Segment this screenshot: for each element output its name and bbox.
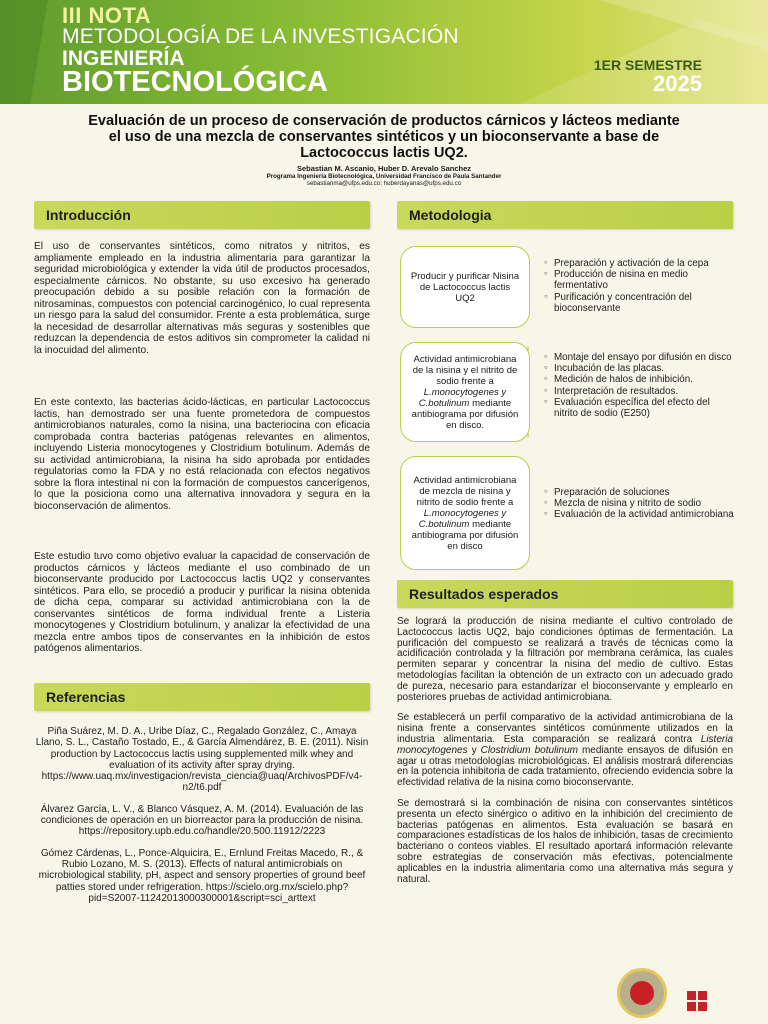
university-logo-icon <box>686 990 708 1012</box>
nota-label: III NOTA <box>62 3 152 28</box>
method-step-3-box <box>400 456 530 570</box>
results-p2-a: Se establecerá un perfil comparativo de la actividad antimicrobiana de la nisina frente a conservantes sintéticos comúnmente utilizados en la industria alimentaria. Esta comparación se realizará contra <box>397 712 733 745</box>
affiliation: Programa Ingeniería Biotecnológica, Universidad Francisco de Paula Santander <box>266 173 502 180</box>
method-heading: Metodologia <box>409 207 492 223</box>
results-p2-c: y <box>471 744 477 756</box>
method-3-item: ○ Evaluación de la actividad antimicrobiana <box>554 509 734 520</box>
method-2-text-c: mediante antibiograma por difusión en disco. <box>411 397 519 431</box>
method-2-item: ○ Incubación de las placas. <box>554 363 734 374</box>
poster-title <box>40 113 728 161</box>
results-paragraph-3: Se demostrará si la combinación de nisina con conservantes sintéticos presenta un efecto sinérgico o aditivo en la inhibición del crecimiento de bacterias patógenas en alimentos. Esta evaluación se basará en comparaciones estadísticas de los halos de inhibición, tasas de crecimiento bacteriano o conteos viables. El resultado aportará información relevante sobre estrategias de conservación más efectivas, potencialmente aplicables en la industria alimentaria como una alternativa más segura y natural. <box>397 797 733 885</box>
intro-heading: Introducción <box>46 207 131 223</box>
results-paragraph-2 <box>397 713 733 789</box>
results-p2-e: mediante ensayos de difusión en agar u otras metodologías microbiológicas. El análisis mostrará diferencias en la potencia inhibitoria de cada tratamiento, ofreciendo evidencia sobre la efectividad relativa de la nisina como bioconservante. <box>397 744 734 789</box>
results-p2-d: Clostridium botulinum <box>480 744 578 756</box>
course-name: METODOLOGÍA DE LA INVESTIGACIÓN <box>62 25 459 48</box>
method-step-1-box <box>400 246 530 328</box>
refs-heading-bar <box>34 683 370 711</box>
results-p2-b: Listeria monocytogenes <box>397 733 734 756</box>
method-1-item: ○ Producción de nisina en medio fermentativo <box>554 269 734 291</box>
intro-paragraph-3: Este estudio tuvo como objetivo evaluar la capacidad de conservación de productos cárnicos y lácteos mediante el uso combinado de un bioconservante producido por Lactococcus lactis UQ2 y conservantes sintéticos. Para ello, se procedió a producir y purificar la nisina obtenida de dicha cepa, comparar su actividad antimicrobiana con la de conservantes sintéticos de forma individual frente a Listeria monocytogenes y Clostridium botulinum, y analizar la efectividad de una mezcla entre ambos tipos de conservantes en la inhibición de estos patógenos alimentarios. <box>34 551 370 654</box>
method-step-3-text <box>401 475 529 552</box>
method-2-item: ○ Montaje del ensayo por difusión en disco <box>554 352 734 363</box>
method-step-2-box <box>400 342 530 442</box>
method-3-text-c: mediante antibiograma por difusión en disco <box>411 518 519 552</box>
intro-heading-bar <box>34 201 370 229</box>
title-line-1: Evaluación de un proceso de conservación de productos cárnicos y lácteos mediante <box>88 113 680 129</box>
method-step-2-list <box>544 352 734 419</box>
authors: Sebastian M. Ascanio, Huber D. Arevalo Sanchez <box>296 164 472 173</box>
reference-2: Álvarez García, L. V., & Blanco Vásquez, A. M. (2014). Evaluación de las condiciones de operación en un biorreactor para la producción de nisina. https://repository.upb.edu.co/handle/20.500.11912/2223 <box>40 803 364 838</box>
method-3-text-b: L.monocytogenes y C.botulinum <box>418 507 507 530</box>
method-step-2-text <box>401 354 529 431</box>
reference-3: Gómez Cárdenas, L., Ponce-Alquicira, E., Ernlund Freitas Macedo, R., & Rubio Lozano, M. S. (2013). Effects of natural antimicrobials on microbiological stability, pH, aspect and sensory properties of ground beef patties stored under refrigeration. https://scielo.org.mx/scielo.php?pid=S2007-11242013000300001&script=sci_arttext <box>38 847 366 904</box>
references-list <box>34 726 370 914</box>
method-2-item: ○ Medición de halos de inhibición. <box>554 374 734 385</box>
method-1-item: ○ Purificación y concentración del bioconservante <box>554 292 734 314</box>
method-3-item: ○ Preparación de soluciones <box>554 487 734 498</box>
year-label: 2025 <box>653 71 702 96</box>
results-heading: Resultados esperados <box>409 586 559 602</box>
title-line-3: Lactococcus lactis UQ2. <box>300 145 468 161</box>
results-heading-bar <box>397 580 733 608</box>
refs-heading: Referencias <box>46 689 126 705</box>
program-name-1: INGENIERÍA <box>62 47 185 70</box>
reference-1: Piña Suárez, M. D. A., Uribe Díaz, C., Regalado González, C., Amaya Llano, S. L., Castaño Tostado, E., & García Almendárez, B. E. (2011). Nisin production by Lactococcus lactis using supplemented milk whey and evaluation of its activity after spray drying. https://www.uaq.mx/investigacion/revista_ciencia@uaq/ArchivosPDF/v4-n2/t6.pdf <box>35 726 369 794</box>
semester-label: 1ER SEMESTRE <box>593 57 702 73</box>
poster-header <box>0 0 768 104</box>
method-3-item: ○ Mezcla de nisina y nitrito de sodio <box>554 498 734 509</box>
method-heading-bar <box>397 201 733 229</box>
intro-paragraph-2: En este contexto, las bacterias ácido-lácticas, en particular Lactococcus lactis, han demostrado ser una fuente prometedora de compuestos antimicrobianos naturales, como la nisina, una bacteriocina con eficacia comprobada contra bacterias patógenas relevantes en alimentos, incluyendo Listeria monocytogenes y Clostridium botulinum. Además de su actividad antimicrobiana, la nisina ha sido aprobada por entidades regulatorias como la FDA y no está relacionada con efectos negativos sobre la flora intestinal ni con la formación de compuestos cancerígenos, lo que la posiciona como una alternativa innovadora y segura en la bioconservación de alimentos. <box>34 397 370 512</box>
method-step-1-list <box>544 258 734 314</box>
results-paragraph-1: Se logrará la producción de nisina mediante el cultivo controlado de Lactococcus lactis UQ2, bajo condiciones óptimas de fermentación. La purificación del compuesto se realizará a través de técnicas como la acidificación controlada y la filtración por membrana cerámica, las cuales permiten separar y concentrar la nisina del medio de cultivo. Estas metodologías facilitan la obtención de un extracto con un adecuado grado de pureza, necesario para estandarizar el bioconservante y emplearlo en posteriores pruebas de actividad antimicrobiana. <box>397 616 733 703</box>
method-1-item: ○ Preparación y activación de la cepa <box>554 258 734 269</box>
method-step-1-text: Producir y purificar Nisina de Lactococcus lactis UQ2 <box>410 270 520 304</box>
results-text <box>397 617 733 895</box>
method-2-item: ○ Interpretación de resultados. <box>554 386 734 397</box>
program-name-2: BIOTECNOLÓGICA <box>62 66 328 98</box>
method-2-text-b: L.monocytogenes y C.botulinum <box>418 386 507 409</box>
method-2-item: ○ Evaluación específica del efecto del nitrito de sodio (E250) <box>554 397 734 419</box>
method-2-text-a: Actividad antimicrobiana de la nisina y el nitrito de sodio frente a <box>412 353 518 387</box>
title-line-2: el uso de una mezcla de conservantes sintéticos y un bioconservante a base de <box>108 129 660 145</box>
method-3-text-a: Actividad antimicrobiana de mezcla de nisina y nitrito de sodio frente a <box>413 474 517 508</box>
accreditation-seal <box>617 968 667 1018</box>
author-emails: sebastianma@ufps.edu.co; huberdayanas@ufps.edu.co <box>306 180 462 187</box>
seal-center <box>630 981 654 1005</box>
intro-paragraph-1: El uso de conservantes sintéticos, como nitratos y nitritos, es ampliamente empleado en la industria alimentaria para garantizar la seguridad microbiológica y extender la vida útil de productos procesados, especialmente cárnicos. No obstante, su uso excesivo ha generado preocupación debido a su posible relación con la formación de nitrosaminas, compuestos con potencial carcinogénico, lo cual representa un riesgo para la salud del consumidor. Frente a esta problemática, surge la necesidad de desarrollar alternativas más seguras y sostenibles que reduzcan la dependencia de estos aditivos sin comprometer la calidad ni la inocuidad del alimento. <box>34 241 370 356</box>
method-step-3-list <box>544 487 734 521</box>
